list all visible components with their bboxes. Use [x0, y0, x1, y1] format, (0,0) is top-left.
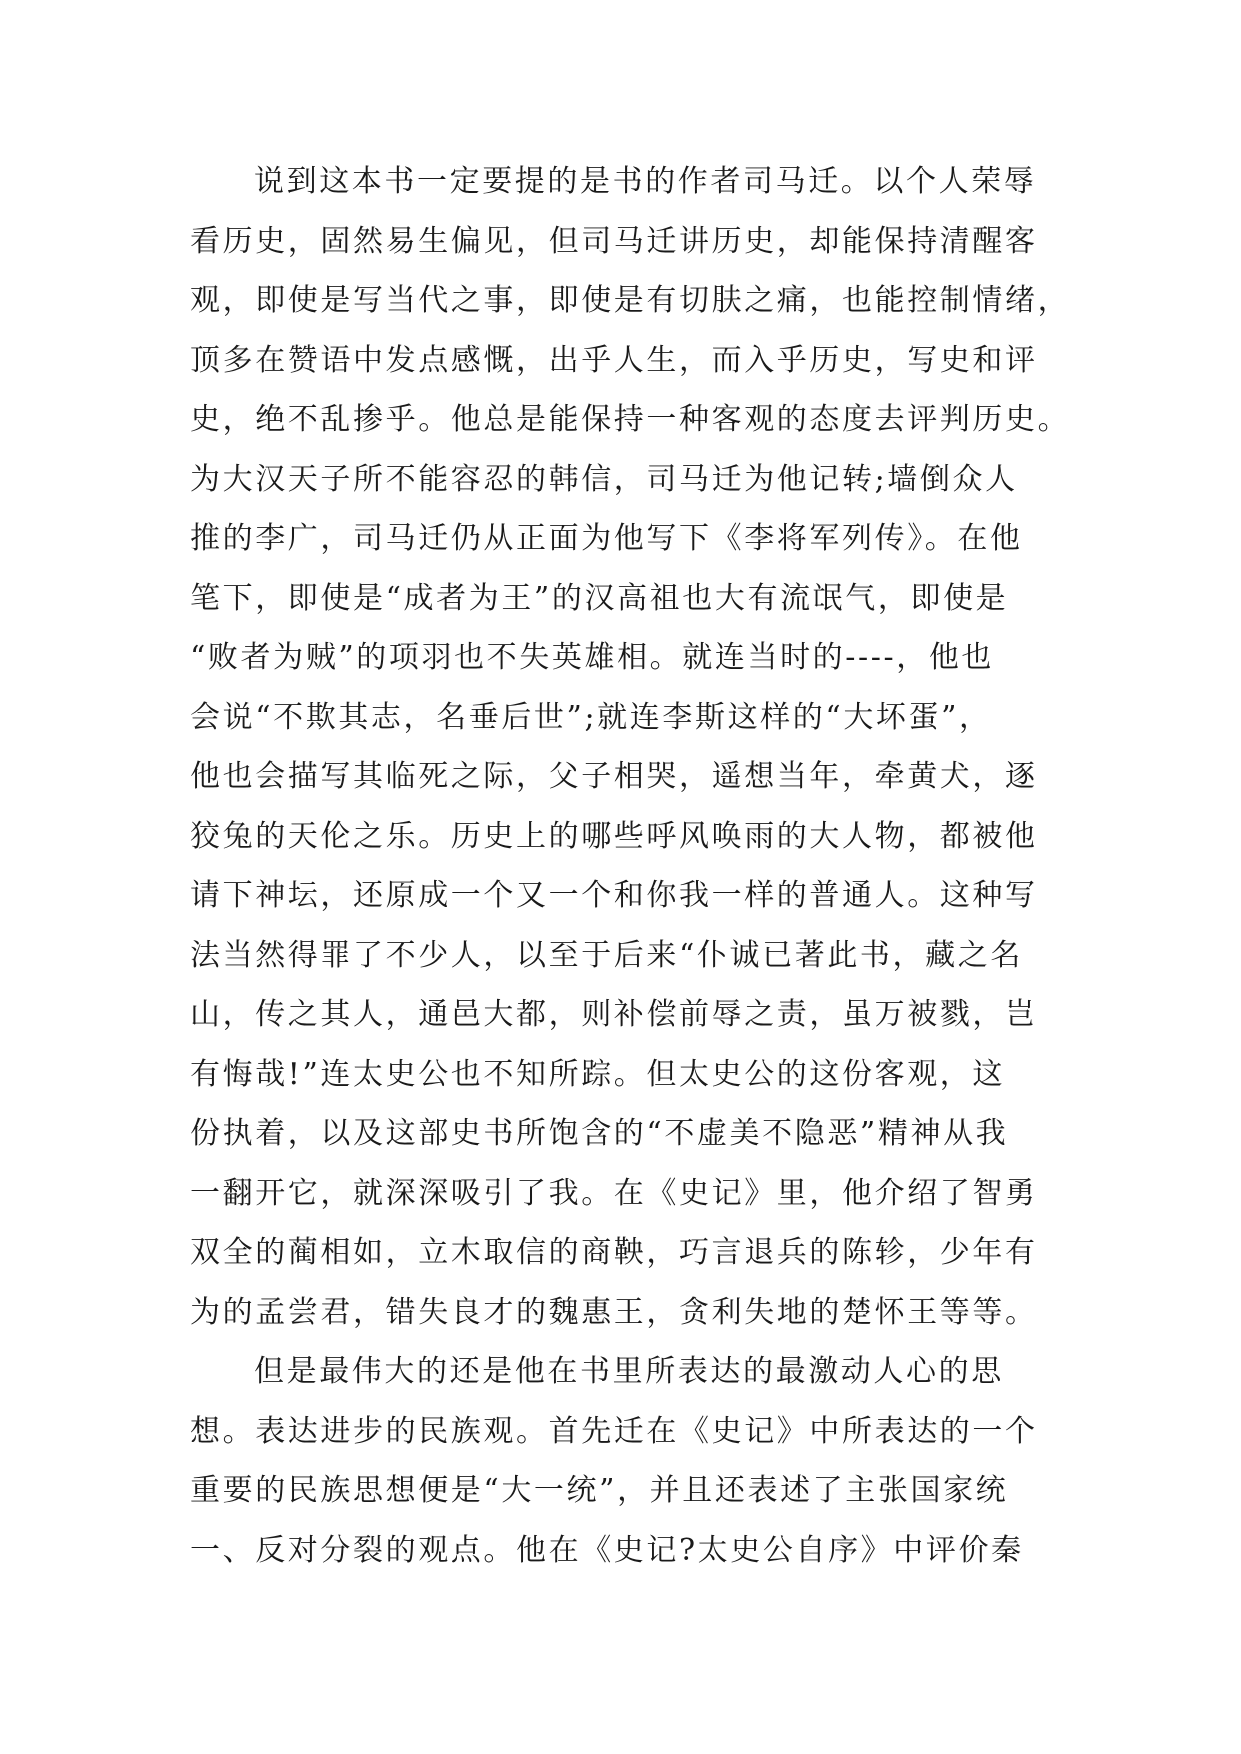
text-line: 狡兔的天伦之乐。历史上的哪些呼风唤雨的大人物，都被他: [190, 818, 1038, 854]
text-line: 但是最伟大的还是他在书里所表达的最激动人心的思: [254, 1354, 1004, 1389]
text-line: 为大汉天子所不能容忍的韩信，司马迁为他记转;墙倒众人: [190, 461, 1018, 497]
text-line: 份执着，以及这部史书所饱含的“不虚美不隐恶”精神从我: [190, 1116, 1009, 1151]
text-line: 观，即使是写当代之事，即使是有切肤之痛，也能控制情绪，: [190, 283, 1071, 318]
text-line: 笔下，即使是“成者为王”的汉高祖也大有流氓气，即使是: [190, 580, 1009, 616]
text-line: 法当然得罪了不少人，以至于后来“仆诚已著此书，藏之名: [190, 937, 1023, 973]
text-line: 史，绝不乱掺乎。他总是能保持一种客观的态度去评判历史。: [190, 402, 1071, 437]
text-line: 有悔哉!”连太史公也不知所踪。但太史公的这份客观，这: [190, 1056, 1005, 1092]
text-line: 会说“不欺其志，名垂后世”;就连李斯这样的“大坏蛋”，: [190, 699, 992, 735]
text-line: 看历史，固然易生偏见，但司马迁讲历史，却能保持清醒客: [190, 223, 1038, 259]
text-line: 说到这本书一定要提的是书的作者司马迁。以个人荣辱: [254, 164, 1037, 199]
text-line: 请下神坛，还原成一个又一个和你我一样的普通人。这种写: [190, 878, 1038, 913]
text-line: 他也会描写其临死之际，父子相哭，遥想当年，牵黄犬，逐: [190, 759, 1038, 794]
paragraph: [190, 1352, 1060, 1590]
text-line: 双全的蔺相如，立木取信的商鞅，巧言退兵的陈轸，少年有: [190, 1235, 1038, 1270]
text-line: 一、反对分裂的观点。他在《史记?太史公自序》中评价秦: [190, 1532, 1024, 1568]
text-line: 山，传之其人，通邑大都，则补偿前辱之责，虽万被戮，岂: [190, 997, 1038, 1032]
text-line: 推的李广，司马迁仍从正面为他写下《李将军列传》。在他: [190, 521, 1023, 556]
text-line: 为的孟尝君，错失良才的魏惠王，贪利失地的楚怀王等等。: [190, 1294, 1038, 1330]
text-line: 重要的民族思想便是“大一统”，并且还表述了主张国家统: [190, 1473, 1009, 1508]
paragraph: [190, 162, 1071, 1352]
body-text: [190, 162, 1071, 1590]
text-line: “败者为贼”的项羽也不失英雄相。就连当时的----，他也: [190, 640, 995, 675]
text-line: 顶多在赞语中发点感慨，出乎人生，而入乎历史，写史和评: [190, 342, 1038, 378]
text-line: 想。表达进步的民族观。首先迁在《史记》中所表达的一个: [190, 1413, 1038, 1449]
text-line: 一翻开它，就深深吸引了我。在《史记》里，他介绍了智勇: [190, 1175, 1038, 1211]
